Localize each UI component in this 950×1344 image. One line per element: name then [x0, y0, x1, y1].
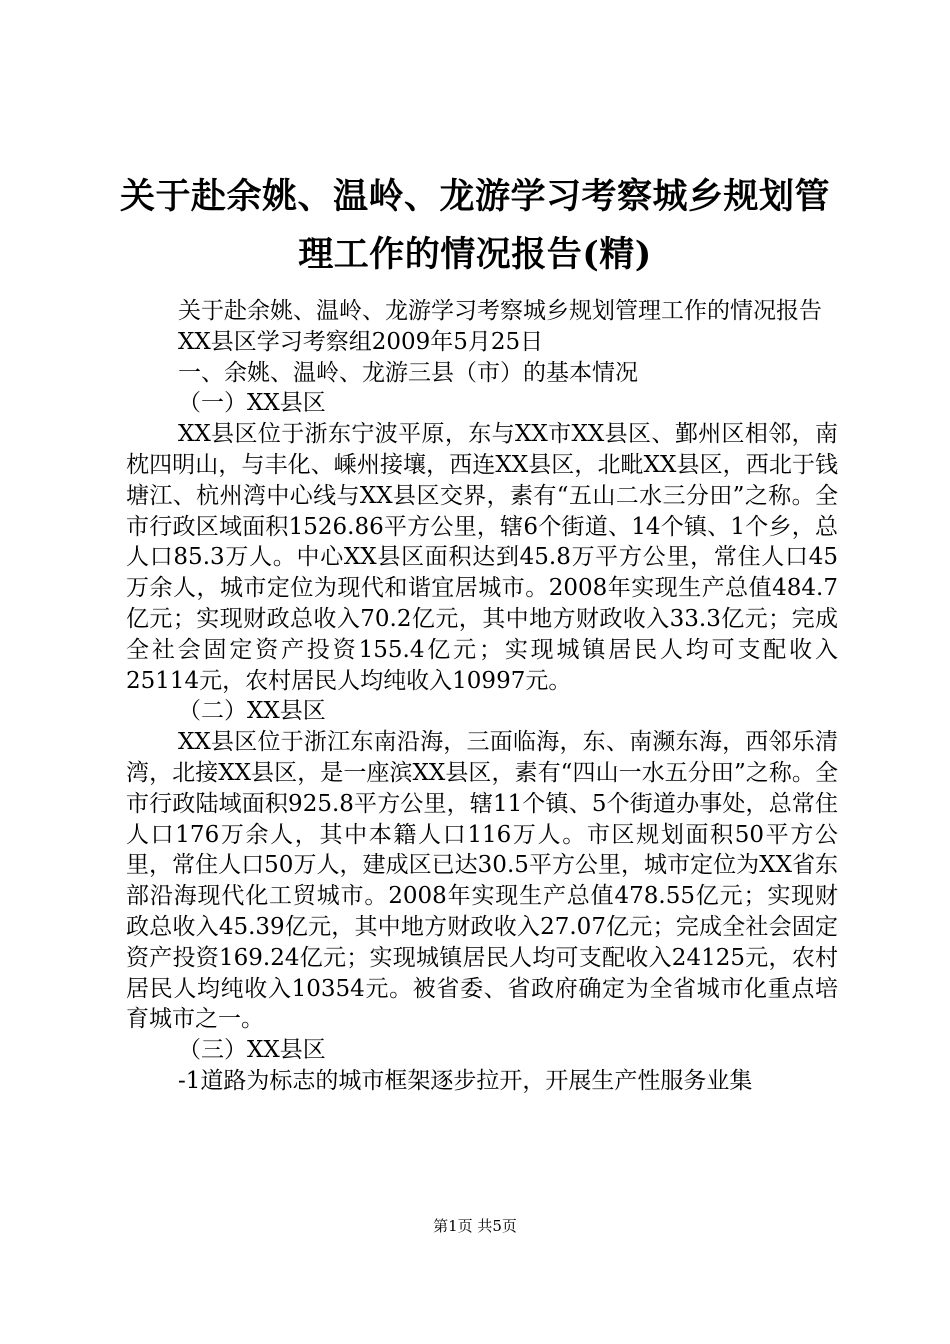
- subsection-heading-2: （二）XX县区: [178, 698, 326, 725]
- subsection-heading-3: （三）XX县区: [178, 1037, 326, 1064]
- paragraph-wenling: XX县区位于浙江东南沿海，三面临海，东、南濒东海，西邻乐清湾，北接XX县区，是一座滨XX县区，素有“四山一水五分田”之称。全市行政陆域面积925.8平方公里，辖11个镇、5个街道办事处，总常住人口176万余人，其中本籍人口116万人。市区规划面积50平方公里，常住人口50万人，建成区已达30.5平方公里，城市定位为XX省东部沿海现代化工贸城市。2008年实现生产总值478.55亿元；实现财政总收入45.39亿元，其中地方财政收入27.07亿元；完成全社会固定资产投资169.24亿元；实现城镇居民人均可支配收入24125元，农村居民人均纯收入10354元。被省委、省政府确定为全省城市化重点培育城市之一。: [126, 729, 838, 1033]
- section-heading-basic-info: 一、余姚、温岭、龙游三县（市）的基本情况: [178, 359, 638, 386]
- paragraph-author-date: XX县区学习考察组2009年5月25日: [178, 328, 544, 355]
- page-footer: 第1页 共5页: [433, 1217, 517, 1235]
- paragraph-report-heading: 关于赴余姚、温岭、龙游学习考察城乡规划管理工作的情况报告: [178, 298, 822, 324]
- subsection-heading-1: （一）XX县区: [178, 390, 326, 417]
- paragraph-longyou-partial: -1道路为标志的城市框架逐步拉开，开展生产性服务业集: [178, 1067, 753, 1094]
- document-body: [126, 296, 838, 1097]
- paragraph-yuyao: XX县区位于浙东宁波平原，东与XX市XX县区、鄞州区相邻，南枕四明山，与丰化、嵊州接壤，西连XX县区，北毗XX县区，西北于钱塘江、杭州湾中心线与XX县区交界，素有“五山二水三分田”之称。全市行政区域面积1526.86平方公里，辖6个街道、14个镇、1个乡，总人口85.3万人。中心XX县区面积达到45.8万平方公里，常住人口45万余人，城市定位为现代和谐宜居城市。2008年实现生产总值484.7亿元；实现财政总收入70.2亿元，其中地方财政收入33.3亿元；完成全社会固定资产投资155.4亿元；实现城镇居民人均可支配收入25114元，农村居民人均纯收入10997元。: [126, 421, 838, 694]
- document-title: 关于赴余姚、温岭、龙游学习考察城乡规划管理工作的情况报告(精): [119, 176, 830, 275]
